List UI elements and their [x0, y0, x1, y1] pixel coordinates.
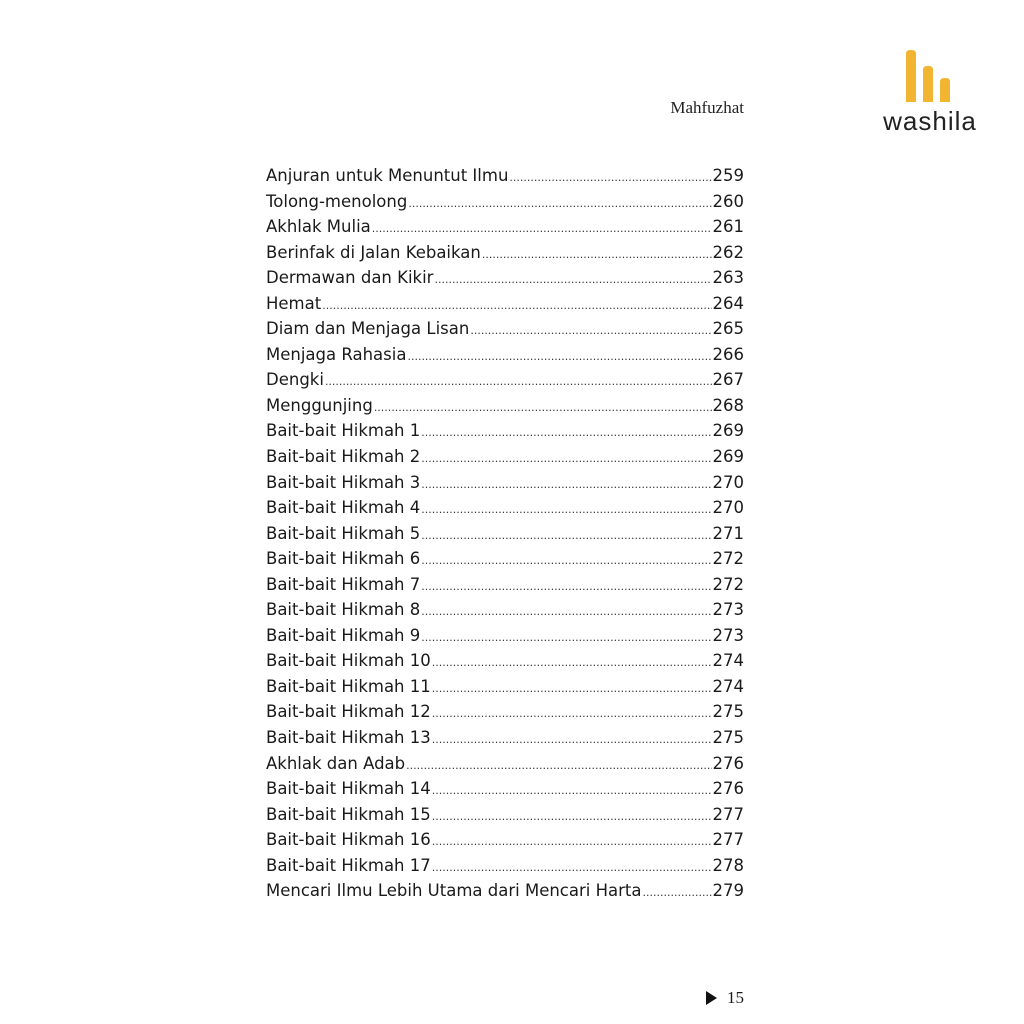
toc-entry-title: Menjaga Rahasia	[266, 344, 407, 364]
toc-entry-page: 264	[712, 293, 744, 313]
toc-entry-page: 267	[712, 370, 744, 390]
toc-entry-title: Bait-bait Hikmah 16	[266, 830, 431, 850]
toc-leader-dots	[374, 395, 712, 421]
toc-leader-dots	[421, 420, 711, 446]
toc-entry	[266, 367, 744, 393]
toc-entry	[266, 163, 744, 189]
toc-entry-title: Bait-bait Hikmah 14	[266, 779, 431, 799]
toc-entry-title: Hemat	[266, 293, 322, 313]
toc-leader-dots	[643, 880, 712, 906]
toc-entry-title: Bait-bait Hikmah 8	[266, 600, 421, 620]
toc-entry	[266, 699, 744, 725]
toc-entry-page: 276	[712, 779, 744, 799]
toc-entry-page: 275	[712, 728, 744, 748]
toc-entry-page: 272	[712, 574, 744, 594]
toc-leader-dots	[432, 676, 712, 702]
toc-entry	[266, 342, 744, 368]
toc-entry-title: Dengki	[266, 370, 324, 390]
toc-entry-page: 263	[712, 268, 744, 288]
toc-leader-dots	[406, 753, 711, 779]
toc-entry-title: Bait-bait Hikmah 2	[266, 447, 421, 467]
table-of-contents	[266, 163, 744, 904]
page-footer	[706, 988, 744, 1008]
toc-entry-page: 273	[712, 625, 744, 645]
toc-entry-title: Bait-bait Hikmah 10	[266, 651, 431, 671]
toc-entry-title: Bait-bait Hikmah 3	[266, 472, 421, 492]
toc-leader-dots	[421, 599, 711, 625]
toc-entry	[266, 521, 744, 547]
washila-logo-mark-icon	[902, 48, 958, 104]
toc-entry	[266, 316, 744, 342]
toc-entry-page: 275	[712, 702, 744, 722]
toc-leader-dots	[421, 625, 711, 651]
toc-entry-page: 272	[712, 549, 744, 569]
toc-entry-title: Akhlak dan Adab	[266, 753, 406, 773]
toc-entry-page: 274	[712, 676, 744, 696]
toc-leader-dots	[421, 446, 711, 472]
toc-entry-page: 266	[712, 344, 744, 364]
toc-entry-title: Berinfak di Jalan Kebaikan	[266, 242, 481, 262]
toc-leader-dots	[432, 701, 712, 727]
toc-entry	[266, 444, 744, 470]
toc-entry-title: Menggunjing	[266, 395, 373, 415]
toc-leader-dots	[325, 369, 712, 395]
toc-entry	[266, 623, 744, 649]
toc-entry-title: Bait-bait Hikmah 1	[266, 421, 421, 441]
toc-leader-dots	[421, 497, 711, 523]
toc-leader-dots	[421, 574, 711, 600]
toc-entry	[266, 572, 744, 598]
toc-entry-page: 276	[712, 753, 744, 773]
toc-entry-page: 273	[712, 600, 744, 620]
toc-entry-page: 279	[712, 881, 744, 901]
toc-leader-dots	[432, 727, 712, 753]
toc-entry	[266, 725, 744, 751]
toc-entry-page: 268	[712, 395, 744, 415]
toc-leader-dots	[432, 804, 712, 830]
toc-entry	[266, 418, 744, 444]
toc-entry	[266, 878, 744, 904]
toc-entry	[266, 674, 744, 700]
toc-entry	[266, 189, 744, 215]
toc-leader-dots	[372, 216, 712, 242]
toc-entry-page: 262	[712, 242, 744, 262]
toc-leader-dots	[408, 191, 711, 217]
toc-leader-dots	[421, 523, 711, 549]
toc-entry	[266, 827, 744, 853]
toc-entry	[266, 495, 744, 521]
toc-entry	[266, 853, 744, 879]
toc-entry-title: Akhlak Mulia	[266, 217, 371, 237]
toc-entry-page: 269	[712, 421, 744, 441]
toc-entry	[266, 291, 744, 317]
toc-entry-title: Bait-bait Hikmah 13	[266, 728, 431, 748]
toc-entry-title: Bait-bait Hikmah 4	[266, 498, 421, 518]
toc-entry	[266, 648, 744, 674]
toc-entry-title: Anjuran untuk Menuntut Ilmu	[266, 166, 509, 185]
toc-entry-page: 259	[712, 166, 744, 185]
toc-entry	[266, 751, 744, 777]
toc-entry-title: Tolong-menolong	[266, 191, 408, 211]
toc-entry-page: 269	[712, 447, 744, 467]
toc-leader-dots	[482, 242, 712, 268]
toc-entry-title: Bait-bait Hikmah 12	[266, 702, 431, 722]
toc-entry-page: 270	[712, 498, 744, 518]
toc-leader-dots	[421, 548, 711, 574]
toc-entry-title: Bait-bait Hikmah 11	[266, 676, 431, 696]
toc-entry-title: Bait-bait Hikmah 9	[266, 625, 421, 645]
washila-logo-text: washila	[883, 106, 977, 136]
running-head: Mahfuzhat	[670, 98, 744, 117]
page-number: 15	[727, 988, 744, 1007]
toc-leader-dots	[509, 165, 711, 191]
toc-entry-page: 260	[712, 191, 744, 211]
toc-entry-title: Bait-bait Hikmah 7	[266, 574, 421, 594]
toc-leader-dots	[432, 855, 712, 881]
toc-entry	[266, 802, 744, 828]
toc-entry	[266, 776, 744, 802]
toc-leader-dots	[434, 267, 711, 293]
toc-entry-title: Bait-bait Hikmah 15	[266, 804, 431, 824]
toc-entry-title: Bait-bait Hikmah 6	[266, 549, 421, 569]
toc-leader-dots	[322, 293, 711, 319]
toc-leader-dots	[432, 650, 712, 676]
toc-entry	[266, 597, 744, 623]
toc-entry-page: 265	[712, 319, 744, 339]
toc-entry-page: 277	[712, 830, 744, 850]
toc-leader-dots	[432, 778, 712, 804]
toc-entry	[266, 470, 744, 496]
toc-leader-dots	[421, 472, 711, 498]
toc-entry	[266, 546, 744, 572]
toc-entry-title: Dermawan dan Kikir	[266, 268, 434, 288]
washila-logo	[874, 48, 986, 138]
toc-entry-page: 274	[712, 651, 744, 671]
toc-entry-title: Mencari Ilmu Lebih Utama dari Mencari Harta	[266, 881, 642, 901]
toc-entry-title: Diam dan Menjaga Lisan	[266, 319, 470, 339]
toc-leader-dots	[407, 344, 711, 370]
toc-entry-title: Bait-bait Hikmah 5	[266, 523, 421, 543]
toc-entry-title: Bait-bait Hikmah 17	[266, 855, 431, 875]
toc-leader-dots	[432, 829, 712, 855]
toc-entry-page: 278	[712, 855, 744, 875]
toc-entry	[266, 240, 744, 266]
toc-leader-dots	[470, 318, 711, 344]
toc-entry-page: 261	[712, 217, 744, 237]
toc-entry	[266, 265, 744, 291]
toc-entry-page: 277	[712, 804, 744, 824]
toc-entry-page: 271	[712, 523, 744, 543]
triangle-arrow-icon	[706, 991, 717, 1005]
toc-entry	[266, 214, 744, 240]
toc-entry-page: 270	[712, 472, 744, 492]
toc-entry	[266, 393, 744, 419]
